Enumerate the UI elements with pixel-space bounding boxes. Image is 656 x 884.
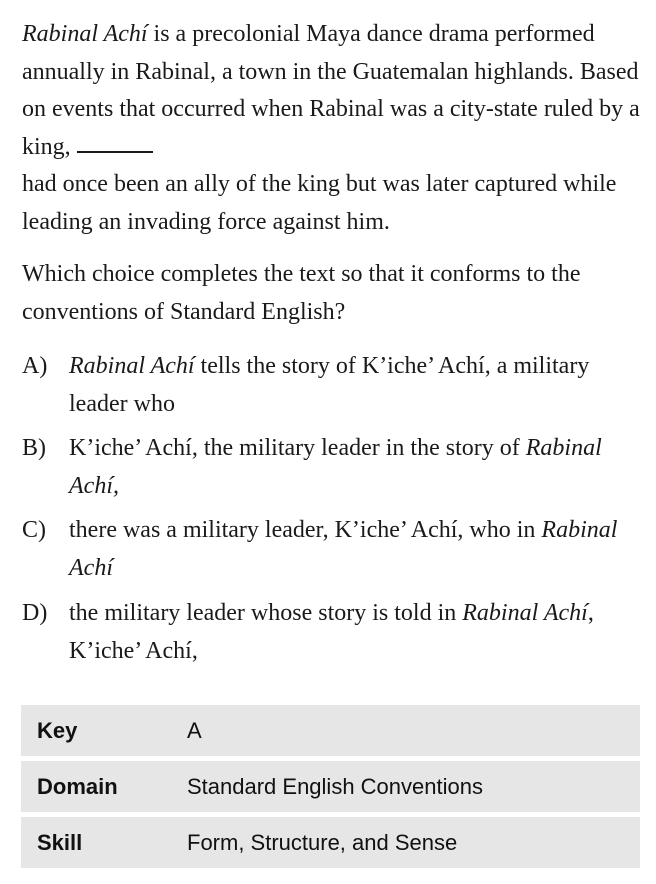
option-letter: B) (22, 435, 46, 461)
option-text (69, 348, 642, 423)
passage (22, 16, 642, 241)
meta-label: Skill (37, 829, 83, 855)
option-body: the military leader whose story is told in (69, 600, 463, 626)
answer-metadata-table (21, 705, 640, 873)
meta-label: Key (37, 717, 78, 743)
option-body: tells the story of K’iche’ Achí, a military leader who (69, 353, 590, 417)
table-row (21, 761, 640, 812)
option-body: K’iche’ Achí, the military leader in the story of (69, 435, 526, 461)
meta-value: A (187, 717, 202, 743)
option-d[interactable] (22, 595, 642, 670)
option-letter: D) (22, 600, 48, 626)
question-prompt: Which choice completes the text so that it conforms to the conventions of Standard English? (22, 261, 581, 325)
option-text (69, 430, 642, 505)
passage-text-2: had once been an ally of the king but was later captured while leading an invading force against him. (22, 171, 617, 235)
option-text (69, 595, 642, 670)
table-row (21, 705, 640, 756)
option-b[interactable] (22, 430, 642, 505)
meta-value: Form, Structure, and Sense (187, 829, 458, 855)
option-italic-title: Rabinal Achí, (69, 435, 602, 499)
passage-title: Rabinal Achí (22, 21, 148, 47)
passage-text-1: is a precolonial Maya dance drama performed annually in Rabinal, a town in the Guatemalan highlands. Based on events that occurred when Rabinal was a city-state ruled by a king, (22, 21, 640, 160)
option-italic-title: Rabinal Achí (69, 353, 195, 379)
meta-label: Domain (37, 773, 118, 799)
meta-value: Standard English Conventions (187, 773, 483, 799)
option-body-after: , K’iche’ Achí, (69, 600, 594, 664)
option-c[interactable] (22, 512, 642, 587)
option-italic-title: Rabinal Achí (69, 517, 618, 581)
table-row (21, 817, 640, 868)
option-letter: C) (22, 517, 46, 543)
option-italic-title: Rabinal Achí (462, 600, 588, 626)
option-text (69, 512, 642, 587)
option-a[interactable] (22, 348, 642, 423)
option-body: there was a military leader, K’iche’ Achí, who in (69, 517, 542, 543)
option-letter: A) (22, 353, 48, 379)
blank-line (77, 151, 153, 153)
